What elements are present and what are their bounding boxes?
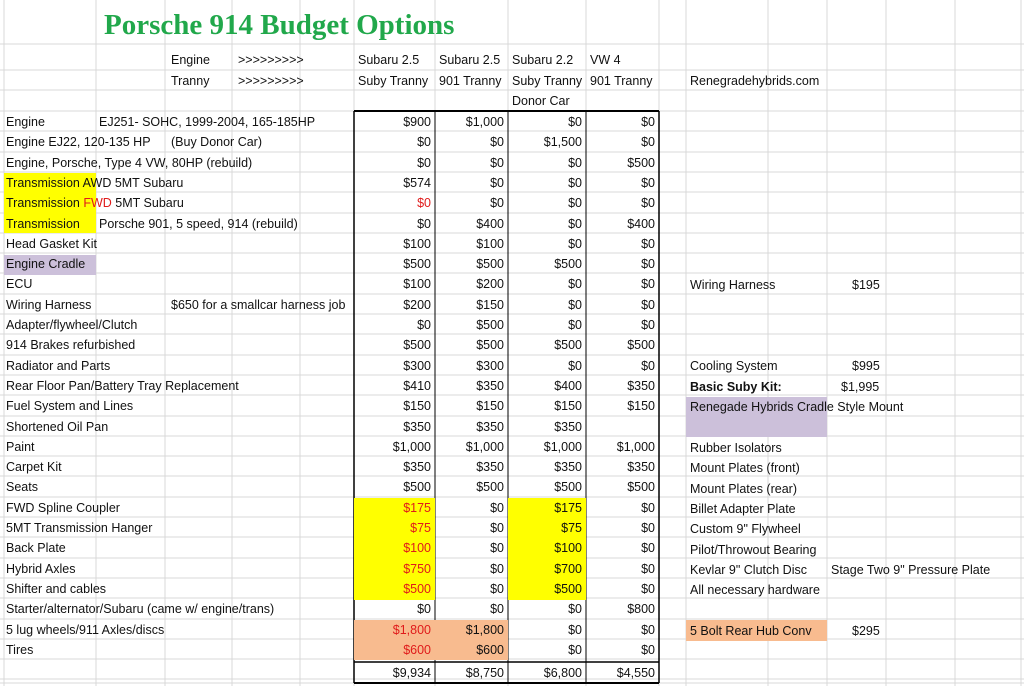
row-value-option-4: $0 [641, 359, 655, 373]
row-value-option-3: $100 [554, 541, 582, 555]
row-label: Radiator and Parts [6, 359, 111, 373]
row-value-option-3: $700 [554, 562, 582, 576]
side-item: Kevlar 9" Clutch Disc [690, 563, 807, 577]
row-value-option-4: $0 [641, 298, 655, 312]
row-value-option-2: $350 [476, 420, 504, 434]
row-label: 914 Brakes refurbished [6, 338, 136, 352]
row-value-option-2: $0 [490, 501, 504, 515]
row-value-option-1: $100 [403, 277, 431, 291]
row-value-option-1: $574 [403, 176, 431, 190]
row-value-option-3: $1,000 [543, 440, 582, 454]
row-value-option-3: $350 [554, 460, 582, 474]
row-value-option-1: $150 [403, 399, 431, 413]
row-value-option-4: $350 [627, 379, 655, 393]
header-arrows-tranny: >>>>>>>>> [238, 74, 304, 88]
side-item: Pilot/Throwout Bearing [690, 543, 817, 557]
row-value-option-1: $350 [403, 460, 431, 474]
row-value-option-3: $0 [568, 217, 582, 231]
row-value-option-3: $500 [554, 257, 582, 271]
row-value-option-2: $0 [490, 582, 504, 596]
row-value-option-3: $400 [554, 379, 582, 393]
row-value-option-1: $0 [417, 318, 431, 332]
row-value-option-3: $75 [561, 521, 582, 535]
row-value-option-2: $100 [476, 237, 504, 251]
row-label: FWD Spline Coupler [6, 501, 120, 515]
page-title: Porsche 914 Budget Options [104, 9, 455, 41]
row-label: Engine EJ22, 120-135 HP [6, 135, 151, 149]
row-value-option-2: $200 [476, 277, 504, 291]
row-value-option-3: $175 [554, 501, 582, 515]
option-4-line1: VW 4 [590, 53, 621, 67]
row-value-option-4: $0 [641, 541, 655, 555]
row-value-option-2: $300 [476, 359, 504, 373]
total-option-3: $6,800 [543, 666, 582, 680]
row-value-option-1: $500 [403, 338, 431, 352]
row-value-option-3: $0 [568, 176, 582, 190]
row-value-option-1: $500 [403, 582, 431, 596]
row-value-option-2: $600 [476, 643, 504, 657]
row-value-option-1: $200 [403, 298, 431, 312]
row-value-option-4: $350 [627, 460, 655, 474]
row-label-fwd: FWD [83, 196, 112, 210]
row-value-option-3: $500 [554, 338, 582, 352]
row-value-option-4: $500 [627, 156, 655, 170]
row-value-option-4: $0 [641, 257, 655, 271]
row-label: 5 lug wheels/911 Axles/discs [6, 623, 165, 637]
row-value-option-2: $0 [490, 196, 504, 210]
row-value-option-2: $0 [490, 135, 504, 149]
row-value-option-3: $500 [554, 582, 582, 596]
row-value-option-4: $0 [641, 277, 655, 291]
row-value-option-3: $0 [568, 196, 582, 210]
row-label: Shortened Oil Pan [6, 420, 109, 434]
row-value-option-2: $500 [476, 318, 504, 332]
row-value-option-3: $0 [568, 277, 582, 291]
row-value-option-3: $0 [568, 115, 582, 129]
row-value-option-1: $750 [403, 562, 431, 576]
row-label: 5MT Transmission Hanger [6, 521, 153, 535]
row-value-option-4: $0 [641, 501, 655, 515]
side-kit-label: Basic Suby Kit: [690, 380, 782, 394]
row-label: Engine [6, 115, 45, 129]
total-option-1: $9,934 [392, 666, 431, 680]
side-pressure-plate: Stage Two 9" Pressure Plate [831, 563, 991, 577]
row-label: Shifter and cables [6, 582, 107, 596]
option-2-line2: 901 Tranny [439, 74, 502, 88]
row-label: Paint [6, 440, 35, 454]
row-value-option-2: $400 [476, 217, 504, 231]
row-label: Carpet Kit [6, 460, 62, 474]
row-value-option-4: $0 [641, 623, 655, 637]
side-cooling-label: Cooling System [690, 359, 778, 373]
row-value-option-4: $500 [627, 338, 655, 352]
row-value-option-4: $0 [641, 237, 655, 251]
total-option-4: $4,550 [616, 666, 655, 680]
side-kit-price: $1,995 [841, 380, 880, 394]
side-mount-label: Renegade Hybrids Cradle Style Mount [690, 400, 904, 414]
row-note: (Buy Donor Car) [171, 135, 262, 149]
row-label: ECU [6, 277, 33, 291]
row-value-option-2: $1,800 [465, 623, 504, 637]
side-cooling-price: $995 [852, 359, 880, 373]
row-value-option-3: $350 [554, 420, 582, 434]
row-value-option-3: $0 [568, 237, 582, 251]
row-value-option-1: $175 [403, 501, 431, 515]
row-label-part: 5MT Subaru [111, 196, 184, 210]
row-value-option-3: $0 [568, 156, 582, 170]
row-value-option-4: $0 [641, 115, 655, 129]
row-label [0, 193, 184, 213]
option-3-line2: Suby Tranny [512, 74, 583, 88]
row-value-option-4: $800 [627, 602, 655, 616]
row-value-option-2: $500 [476, 257, 504, 271]
row-value-option-4: $0 [641, 521, 655, 535]
option-1-line2: Suby Tranny [358, 74, 429, 88]
row-value-option-2: $350 [476, 379, 504, 393]
option-2-line1: Subaru 2.5 [439, 53, 501, 67]
row-value-option-3: $150 [554, 399, 582, 413]
row-value-option-4: $0 [641, 318, 655, 332]
row-value-option-3: $0 [568, 298, 582, 312]
side-item: Billet Adapter Plate [690, 502, 796, 516]
row-value-option-1: $900 [403, 115, 431, 129]
row-value-option-3: $0 [568, 643, 582, 657]
row-label: Wiring Harness [6, 298, 92, 312]
row-value-option-3: $0 [568, 359, 582, 373]
row-value-option-2: $1,000 [465, 440, 504, 454]
row-value-option-4: $0 [641, 176, 655, 190]
side-hub-price: $295 [852, 624, 880, 638]
row-label: Tires [6, 643, 34, 657]
row-value-option-1: $600 [403, 643, 431, 657]
row-value-option-4: $400 [627, 217, 655, 231]
row-value-option-3: $0 [568, 602, 582, 616]
row-value-option-1: $1,000 [392, 440, 431, 454]
side-hub-label: 5 Bolt Rear Hub Conv [690, 624, 812, 638]
option-1-line1: Subaru 2.5 [358, 53, 420, 67]
row-value-option-1: $1,800 [392, 623, 431, 637]
row-label: Rear Floor Pan/Battery Tray Replacement [6, 379, 239, 393]
side-item: Custom 9" Flywheel [690, 522, 801, 536]
row-value-option-2: $0 [490, 541, 504, 555]
row-value-option-2: $150 [476, 399, 504, 413]
row-value-option-1: $0 [417, 217, 431, 231]
row-note: Porsche 901, 5 speed, 914 (rebuild) [99, 217, 298, 231]
row-label: Engine Cradle [6, 257, 86, 271]
row-value-option-2: $150 [476, 298, 504, 312]
header-arrows-engine: >>>>>>>>> [238, 53, 304, 67]
row-value-option-3: $1,500 [543, 135, 582, 149]
row-value-option-3: $0 [568, 318, 582, 332]
row-value-option-1: $0 [417, 602, 431, 616]
row-value-option-4: $0 [641, 562, 655, 576]
row-value-option-1: $75 [410, 521, 431, 535]
row-label: Back Plate [6, 541, 66, 555]
row-value-option-1: $500 [403, 257, 431, 271]
row-value-option-2: $500 [476, 338, 504, 352]
row-note: $650 for a smallcar harness job [171, 298, 346, 312]
row-value-option-2: $0 [490, 176, 504, 190]
row-value-option-2: $500 [476, 480, 504, 494]
row-value-option-1: $0 [417, 135, 431, 149]
row-value-option-2: $0 [490, 602, 504, 616]
row-value-option-4: $0 [641, 582, 655, 596]
row-value-option-4: $500 [627, 480, 655, 494]
side-item: All necessary hardware [690, 583, 820, 597]
row-label-part: Transmission [6, 196, 84, 210]
row-value-option-1: $100 [403, 541, 431, 555]
row-value-option-4: $150 [627, 399, 655, 413]
row-value-option-2: $0 [490, 521, 504, 535]
row-label: Adapter/flywheel/Clutch [6, 318, 138, 332]
row-value-option-1: $0 [417, 156, 431, 170]
row-value-option-1: $100 [403, 237, 431, 251]
side-wiring-label: Wiring Harness [690, 278, 776, 292]
row-label: Transmission AWD 5MT Subaru [6, 176, 184, 190]
row-value-option-4: $0 [641, 643, 655, 657]
row-value-option-2: $0 [490, 562, 504, 576]
side-wiring-price: $195 [852, 278, 880, 292]
side-item: Mount Plates (rear) [690, 482, 797, 496]
header-tranny-label: Tranny [171, 74, 210, 88]
row-value-option-4: $0 [641, 135, 655, 149]
side-item: Rubber Isolators [690, 441, 782, 455]
row-label: Transmission [6, 217, 80, 231]
row-label: Hybrid Axles [6, 562, 76, 576]
row-value-option-4: $1,000 [616, 440, 655, 454]
site-label: Renegradehybrids.com [690, 74, 820, 88]
row-label: Head Gasket Kit [6, 237, 98, 251]
row-value-option-4: $0 [641, 196, 655, 210]
side-item: Mount Plates (front) [690, 461, 800, 475]
row-note: EJ251- SOHC, 1999-2004, 165-185HP [99, 115, 316, 129]
row-value-option-2: $0 [490, 156, 504, 170]
row-label: Engine, Porsche, Type 4 VW, 80HP (rebuild) [6, 156, 253, 170]
row-label: Starter/alternator/Subaru (came w/ engine/trans) [6, 602, 275, 616]
row-label: Seats [6, 480, 38, 494]
header-engine-label: Engine [171, 53, 210, 67]
row-value-option-1: $500 [403, 480, 431, 494]
row-value-option-3: $500 [554, 480, 582, 494]
row-value-option-2: $350 [476, 460, 504, 474]
row-value-option-2: $1,000 [465, 115, 504, 129]
row-value-option-1: $0 [417, 196, 431, 210]
row-value-option-3: $0 [568, 623, 582, 637]
row-value-option-1: $410 [403, 379, 431, 393]
row-value-option-1: $300 [403, 359, 431, 373]
option-3-line1: Subaru 2.2 [512, 53, 574, 67]
row-label: Fuel System and Lines [6, 399, 134, 413]
option-3-line3: Donor Car [512, 94, 570, 108]
option-4-line2: 901 Tranny [590, 74, 653, 88]
total-option-2: $8,750 [465, 666, 504, 680]
row-value-option-1: $350 [403, 420, 431, 434]
